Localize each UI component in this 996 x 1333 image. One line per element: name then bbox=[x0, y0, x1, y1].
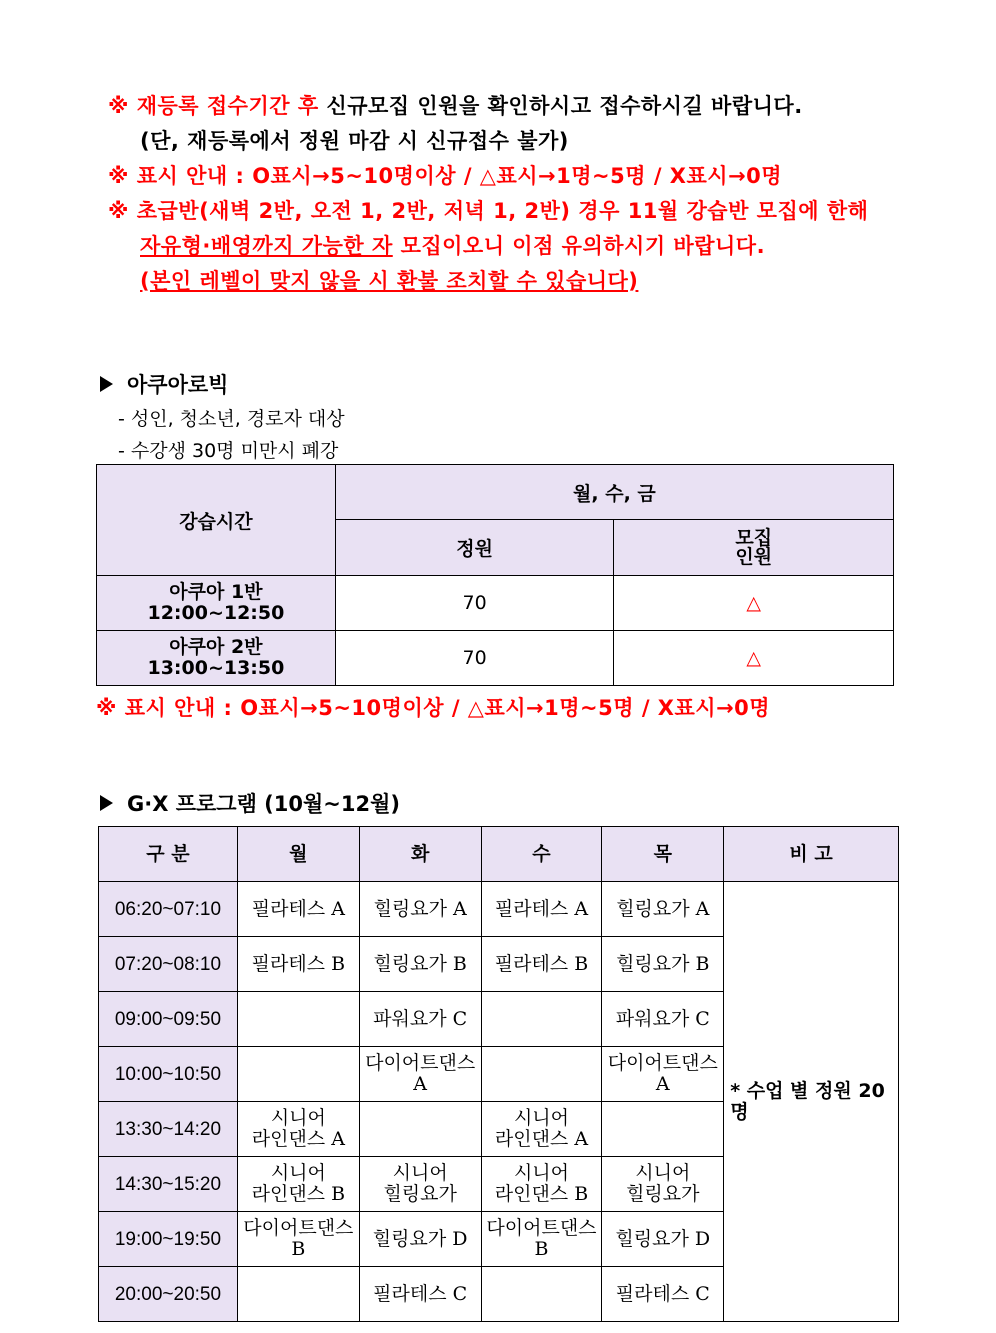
gx-note-cell: * 수업 별 정원 20명 bbox=[724, 882, 899, 1322]
notice-line-5-underlined: 자유형·배영까지 가능한 자 bbox=[140, 234, 393, 258]
aqua-bullet-2: - 수강생 30명 미만시 폐강 bbox=[118, 440, 339, 462]
gx-header-note: 비 고 bbox=[724, 827, 899, 882]
gx-header-wed: 수 bbox=[481, 827, 602, 882]
aqua-class-name: 아쿠아 2반 bbox=[169, 636, 263, 658]
table-row bbox=[97, 631, 894, 686]
aqua-capacity: 70 bbox=[335, 631, 614, 686]
aqua-class-time: 13:00~13:50 bbox=[147, 657, 285, 679]
notice-line-1-black: 신규모집 인원을 확인하시고 접수하시길 바랍니다. bbox=[326, 94, 803, 118]
gx-section-title bbox=[100, 788, 400, 818]
gx-header-mon: 월 bbox=[237, 827, 359, 882]
table-row bbox=[99, 882, 899, 937]
gx-time-cell: 20:00~20:50 bbox=[99, 1267, 238, 1322]
gx-class-cell: 필라테스 B bbox=[237, 937, 359, 992]
gx-class-cell: 시니어 라인댄스 A bbox=[481, 1102, 602, 1157]
notice-line-1-red: ※ 재등록 접수기간 후 bbox=[108, 94, 319, 118]
notice-line-3: ※ 표시 안내 : O표시→5~10명이상 / △표시→1명~5명 / X표시→0명 bbox=[108, 164, 783, 188]
gx-time-cell: 09:00~09:50 bbox=[99, 992, 238, 1047]
gx-header-row bbox=[99, 827, 899, 882]
gx-time-cell: 19:00~19:50 bbox=[99, 1212, 238, 1267]
gx-class-cell bbox=[237, 1267, 359, 1322]
aqua-class-cell bbox=[97, 631, 336, 686]
gx-class-cell bbox=[481, 1267, 602, 1322]
gx-header-tue: 화 bbox=[359, 827, 481, 882]
gx-class-cell: 시니어 힐링요가 bbox=[359, 1157, 481, 1212]
notice-line-5-rest: 모집이오니 이점 유의하시기 바랍니다. bbox=[400, 234, 766, 258]
aqua-recruit-status: △ bbox=[614, 631, 894, 686]
aqua-class-name: 아쿠아 1반 bbox=[169, 581, 263, 603]
gx-class-cell: 파워요가 C bbox=[602, 992, 724, 1047]
gx-class-cell: 필라테스 C bbox=[602, 1267, 724, 1322]
aqua-recruit-status: △ bbox=[614, 576, 894, 631]
gx-class-cell: 힐링요가 B bbox=[359, 937, 481, 992]
gx-class-cell: 다이어트댄스 B bbox=[237, 1212, 359, 1267]
gx-class-cell bbox=[481, 992, 602, 1047]
gx-class-cell: 힐링요가 A bbox=[359, 882, 481, 937]
gx-class-cell: 파워요가 C bbox=[359, 992, 481, 1047]
gx-class-cell: 시니어 라인댄스 B bbox=[481, 1157, 602, 1212]
gx-class-cell bbox=[237, 1047, 359, 1102]
aqua-header-recruit: 모집 인원 bbox=[614, 520, 894, 576]
gx-class-cell: 시니어 라인댄스 B bbox=[237, 1157, 359, 1212]
aqua-header-days: 월, 수, 금 bbox=[335, 465, 893, 520]
gx-class-cell: 힐링요가 D bbox=[602, 1212, 724, 1267]
gx-table bbox=[98, 826, 899, 1322]
aqua-class-time: 12:00~12:50 bbox=[147, 602, 285, 624]
gx-class-cell: 필라테스 A bbox=[481, 882, 602, 937]
gx-class-cell bbox=[602, 1102, 724, 1157]
gx-header-thu: 목 bbox=[602, 827, 724, 882]
aqua-legend: ※ 표시 안내 : O표시→5~10명이상 / △표시→1명~5명 / X표시→0명 bbox=[96, 696, 771, 720]
aqua-title: 아쿠아로빅 bbox=[127, 373, 229, 397]
aqua-bullet-1: - 성인, 청소년, 경로자 대상 bbox=[118, 408, 345, 430]
gx-class-cell: 시니어 힐링요가 bbox=[602, 1157, 724, 1212]
gx-class-cell: 다이어트댄스 A bbox=[602, 1047, 724, 1102]
gx-class-cell: 다이어트댄스 A bbox=[359, 1047, 481, 1102]
aqua-table bbox=[96, 464, 894, 686]
notice-line-1 bbox=[108, 90, 803, 120]
aqua-header-time: 강습시간 bbox=[97, 465, 336, 576]
aqua-header-capacity: 정원 bbox=[335, 520, 614, 576]
gx-time-cell: 14:30~15:20 bbox=[99, 1157, 238, 1212]
gx-class-cell bbox=[237, 992, 359, 1047]
aqua-section-title bbox=[100, 369, 228, 399]
gx-class-cell: 시니어 라인댄스 A bbox=[237, 1102, 359, 1157]
aqua-class-cell bbox=[97, 576, 336, 631]
gx-class-cell: 필라테스 C bbox=[359, 1267, 481, 1322]
gx-class-cell: 다이어트댄스 B bbox=[481, 1212, 602, 1267]
gx-class-cell: 필라테스 A bbox=[237, 882, 359, 937]
notice-line-2: (단, 재등록에서 정원 마감 시 신규접수 불가) bbox=[140, 129, 569, 153]
gx-class-cell: 필라테스 B bbox=[481, 937, 602, 992]
gx-class-cell bbox=[359, 1102, 481, 1157]
gx-header-category: 구 분 bbox=[99, 827, 238, 882]
triangle-bullet-icon bbox=[100, 795, 113, 811]
aqua-capacity: 70 bbox=[335, 576, 614, 631]
gx-title: G·X 프로그램 (10월~12월) bbox=[127, 792, 400, 816]
gx-time-cell: 10:00~10:50 bbox=[99, 1047, 238, 1102]
notice-line-4: ※ 초급반(새벽 2반, 오전 1, 2반, 저녁 1, 2반) 경우 11월 강습반 모집에 한해 bbox=[108, 199, 869, 223]
triangle-bullet-icon bbox=[100, 376, 113, 392]
gx-class-cell: 힐링요가 A bbox=[602, 882, 724, 937]
notice-line-5 bbox=[140, 230, 765, 260]
notice-line-6: (본인 레벨이 맞지 않을 시 환불 조치할 수 있습니다) bbox=[140, 269, 639, 293]
gx-time-cell: 13:30~14:20 bbox=[99, 1102, 238, 1157]
table-row bbox=[97, 576, 894, 631]
gx-time-cell: 06:20~07:10 bbox=[99, 882, 238, 937]
gx-class-cell: 힐링요가 D bbox=[359, 1212, 481, 1267]
gx-time-cell: 07:20~08:10 bbox=[99, 937, 238, 992]
gx-class-cell bbox=[481, 1047, 602, 1102]
gx-class-cell: 힐링요가 B bbox=[602, 937, 724, 992]
